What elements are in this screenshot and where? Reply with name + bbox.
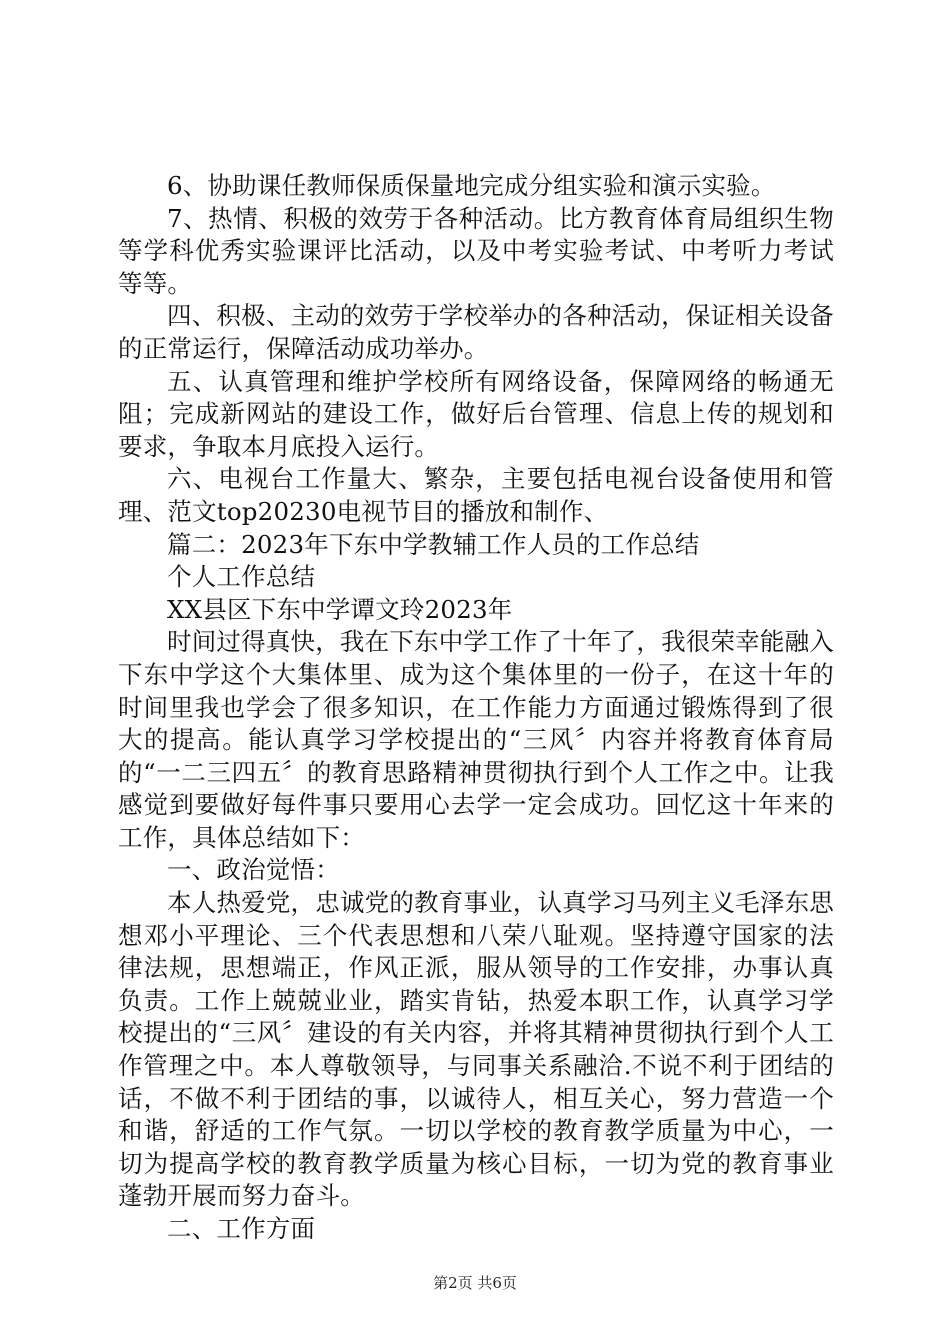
section-heading-work: 二、工作方面 [167,1214,316,1243]
paragraph-section-5: 五、认真管理和维护学校所有网络设备，保障网络的畅通无阻；完成新网站的建设工作，做好后台管理、信息上传的规划和要求，争取本月底投入运行。 [118,366,834,461]
author-line: XX县区下东中学谭文玲2023年 [167,594,513,624]
document-body [118,170,834,1246]
page-number-footer: 第2页 共6页 [433,1274,517,1292]
politics-paragraph: 本人热爱党，忠诚党的教育事业，认真学习马列主义毛泽东思想邓小平理论、三个代表思想和八荣八耻观。坚持遵守国家的法律法规，思想端正，作风正派，服从领导的工作安排，办事认真负责。工作上兢兢业业，踏实肯钻，热爱本职工作，认真学习学校提出的“三风〞建设的有关内容，并将其精神贯彻执行到个人工作管理之中。本人尊敬领导，与同事关系融洽.不说不利于团结的话，不做不利于团结的事，以诚待人，相互关心，努力营造一个和谐，舒适的工作气氛。一切以学校的教育教学质量为中心，一切为提高学校的教育教学质量为核心目标，一切为党的教育事业蓬勃开展而努力奋斗。 [118,888,834,1211]
paragraph-item-6: 6、协助课任教师保质保量地完成分组实验和演示实验。 [167,171,776,200]
section-heading-politics: 一、政治觉悟： [167,855,340,885]
paragraph-section-6: 六、电视台工作量大、繁杂，主要包括电视台设备使用和管理、范文top20230电视节目的播放和制作、 [118,464,834,526]
paragraph-section-4: 四、积极、主动的效劳于学校举办的各种活动，保证相关设备的正常运行，保障活动成功举办。 [118,301,834,363]
paragraph-item-7: 7、热情、积极的效劳于各种活动。比方教育体育局组织生物等学科优秀实验课评比活动，以及中考实验考试、中考听力考试等等。 [118,203,834,298]
summary-title: 个人工作总结 [167,562,316,592]
chapter-heading: 篇二：2023年下东中学教辅工作人员的工作总结 [167,529,700,559]
intro-paragraph: 时间过得真快，我在下东中学工作了十年了，我很荣幸能融入下东中学这个大集体里、成为这个集体里的一份子，在这十年的时间里我也学会了很多知识，在工作能力方面通过锻炼得到了很大的提高。能认真学习学校提出的“三风〞内容并将教育体育局的“一二三四五〞的教育思路精神贯彻执行到个人工作之中。让我感觉到要做好每件事只要用心去学一定会成功。回忆这十年来的工作，具体总结如下： [118,627,834,852]
